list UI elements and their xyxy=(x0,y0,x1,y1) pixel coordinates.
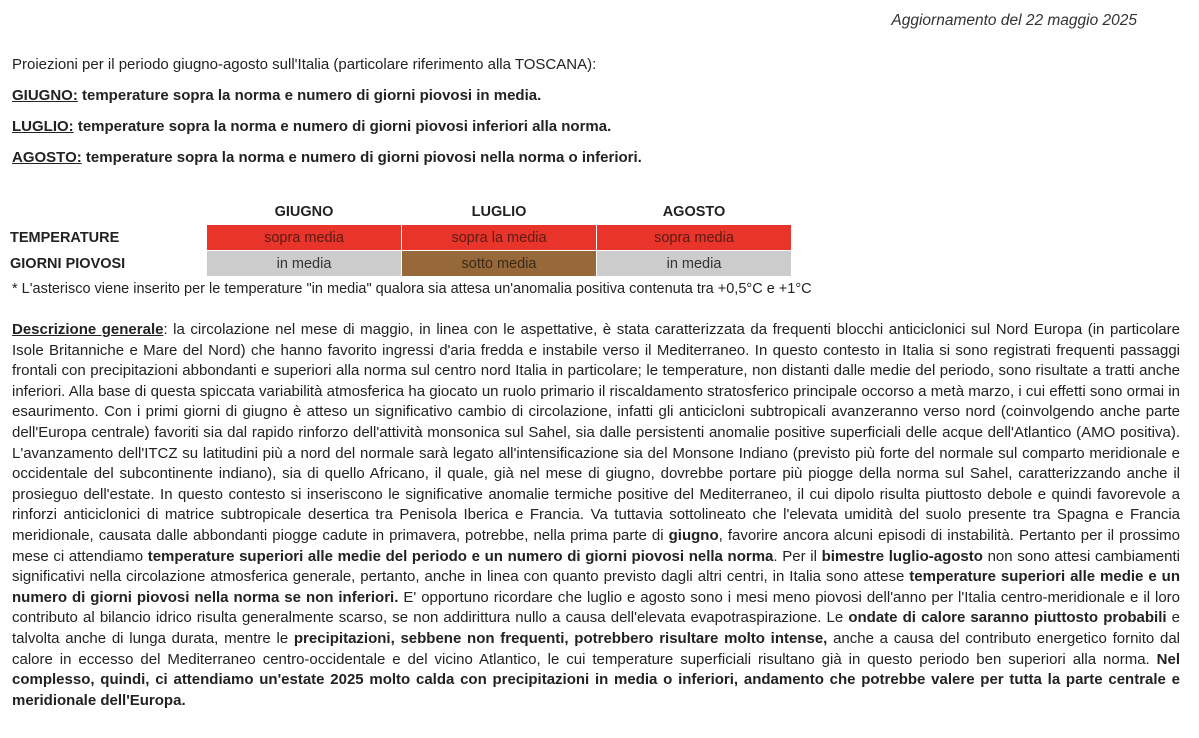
intro-text: Proiezioni per il periodo giugno-agosto sull'Italia (particolare riferimento alla TOSCANA): xyxy=(12,56,597,73)
month-summary-text: temperature sopra la norma e numero di giorni piovosi nella norma o inferiori. xyxy=(81,149,642,166)
description-bold: bimestre luglio-agosto xyxy=(821,547,983,565)
month-summary-text: temperature sopra la norma e numero di giorni piovosi in media. xyxy=(77,87,542,104)
cell-temperature-luglio: sopra la media xyxy=(402,225,597,251)
row-label-temperature: TEMPERATURE xyxy=(10,229,120,246)
month-summary-text: temperature sopra la norma e numero di giorni piovosi inferiori alla norma. xyxy=(73,118,612,135)
description-title: Descrizione generale xyxy=(12,321,164,338)
cell-temperature-giugno: sopra media xyxy=(207,225,402,251)
description-text: . Per il xyxy=(773,547,822,565)
table-header-row xyxy=(10,200,792,225)
description-text: e talvolta anche di lunga durata, mentre le xyxy=(12,609,1181,647)
row-label-giorni-piovosi: GIORNI PIOVOSI xyxy=(10,255,126,272)
table-corner xyxy=(10,200,207,225)
general-description xyxy=(12,320,1180,711)
description-text: non sono attesi cambiamenti significativi nella circolazione atmosferica generale, pertanto, anche in linea con quanto previsto dagli altri centri, in Italia sono attese xyxy=(12,547,1180,586)
description-bold: temperature superiori alle medie e un numero di giorni piovosi nella norma se non inferiori. xyxy=(12,568,1180,606)
description-bold: Nel complesso, quindi, ci attendiamo un'estate 2025 molto calda con precipitazioni in media o inferiori, andamento che potrebbe valere per tutta la parte centrale e meridionale dell'Europa. xyxy=(12,650,1180,709)
cell-temperature-agosto: sopra media xyxy=(597,225,792,251)
month-name: GIUGNO: xyxy=(12,87,78,104)
month-name: AGOSTO: xyxy=(12,149,82,166)
summary-agosto xyxy=(12,149,642,166)
header-giugno: GIUGNO xyxy=(274,204,334,220)
update-date: Aggiornamento del 22 maggio 2025 xyxy=(891,12,1137,29)
description-text: , favorire ancora alcuni episodi di instabilità. Pertanto per il prossimo mese ci attendiamo xyxy=(12,526,1180,565)
description-bold: ondate di calore saranno piuttosto probabili xyxy=(848,609,1167,627)
forecast-table xyxy=(10,200,792,277)
asterisk-note: * L'asterisco viene inserito per le temperature "in media" qualora sia attesa un'anomalia positiva contenuta tra +0,5°C e +1°C xyxy=(12,281,812,297)
description-bold: precipitazioni, sebbene non frequenti, potrebbero risultare molto intense, xyxy=(293,629,828,647)
header-luglio: LUGLIO xyxy=(471,204,527,220)
summary-giugno xyxy=(12,87,541,104)
table-row xyxy=(10,251,792,277)
description-bold: temperature superiori alle medie del periodo e un numero di giorni piovosi nella norma xyxy=(147,547,774,565)
header-agosto: AGOSTO xyxy=(662,204,726,220)
description-text: E' opportuno ricordare che luglio e agosto sono i mesi meno piovosi dell'anno per l'Italia centro-meridionale e il loro contributo al bilancio idrico risulta generalmente scarso, se non addirittura nullo a causa dell'elevata evapotraspirazione. Le xyxy=(12,588,1180,627)
summary-luglio xyxy=(12,118,611,135)
table-row xyxy=(10,225,792,251)
cell-piovosi-giugno: in media xyxy=(207,251,402,277)
cell-piovosi-agosto: in media xyxy=(597,251,792,277)
description-text: anche a causa del contributo energetico fornito dal calore in eccesso del Mediterraneo centro-occidentale e del vicino Atlantico, le cui temperature superficiali risultano già in questo periodo ben superiori alla norma. xyxy=(12,629,1180,668)
cell-piovosi-luglio: sotto media xyxy=(402,251,597,277)
month-name: LUGLIO: xyxy=(12,118,74,135)
description-text: : la circolazione nel mese di maggio, in linea con le aspettative, è stata caratterizzata da frequenti blocchi anticiclonici sul Nord Europa (in particolare Isole Britanniche e Mare del Nord) che hanno favorito ingressi d'aria fredda e instabile verso il Mediterraneo. In questo contesto in Italia si sono registrati frequenti passaggi frontali con precipitazioni abbondanti e superiori alla norma sul centro nord Italia in particolare; le temperature, non distanti dalle medie del periodo, sono risultate a tratti anche inferiori. Alla base di questa spiccata variabilità atmosferica ha giocato un ruolo primario il riscaldamento stratosferico principale occorso a metà marzo, i cui effetti sono ormai in esaurimento. Con i primi giorni di giugno è atteso un significativo cambio di circolazione, infatti gli anticicloni subtropicali avanzeranno verso nord (coinvolgendo anche parte dell'Europa centrale) favoriti sia dal rapido rinforzo dell'attività monsonica sul Sahel, sia dalle persistenti anomalie positive superficiali delle acque dell'Atlantico (AMO positiva). L'avanzamento dell'ITCZ su latitudini più a nord del normale sarà legato all'intensificazione sia del Monsone Indiano (previsto più forte del normale sul comparto meridionale e occidentale del subcontinente indiano), sia di quello Africano, il quale, già nel mese di giugno, dovrebbe portare più piogge della norma sul Sahel, caratterizzando anche il prosieguo dell'estate. In questo contesto si inseriscono le significative anomalie termiche positive del Mediterraneo, il cui dipolo risulta piuttosto debole e quindi favorevole a rinforzi anticiclonici di matrice subtropicale desertica tra Penisola Iberica e Francia. Va tuttavia sottolineato che l'elevata umidità del suolo presente tra Spagna e Francia meridionale, causata dalle abbondanti piogge cadute in primavera, potrebbe, nella prima parte di xyxy=(12,321,1180,544)
description-bold: giugno xyxy=(668,526,719,544)
